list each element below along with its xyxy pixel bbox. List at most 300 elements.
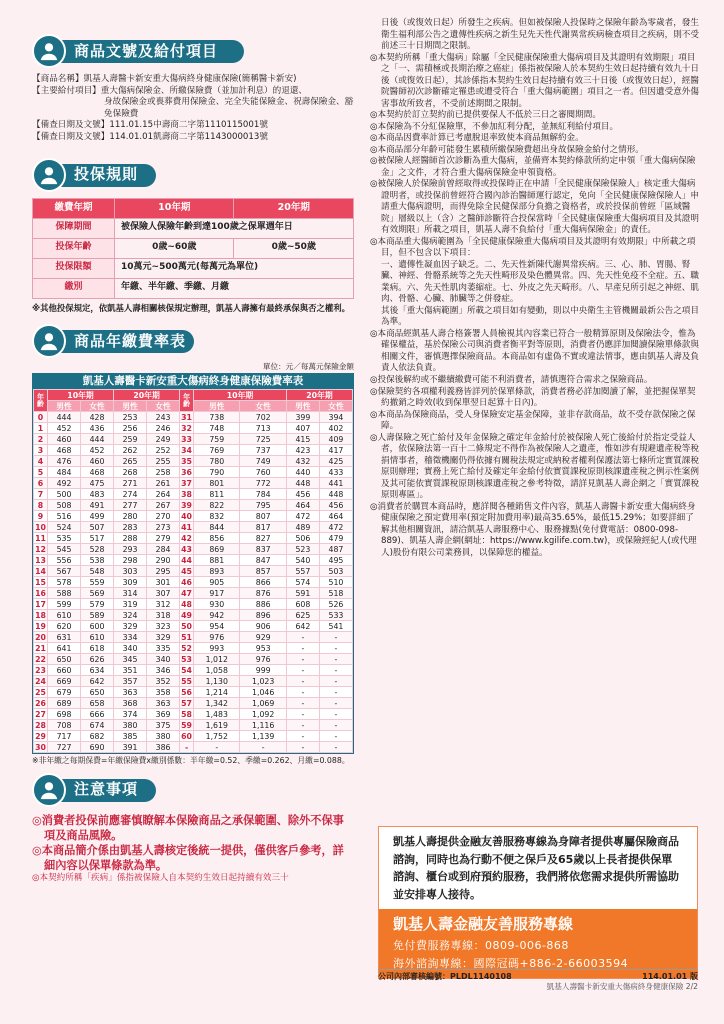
rate-cell: 298	[114, 555, 147, 566]
rate-cell: 876	[240, 588, 286, 599]
age-cell: 20	[35, 632, 46, 642]
rate-cell: 402	[319, 423, 352, 434]
rate-cell: 243	[147, 412, 180, 423]
rate-cell: 929	[240, 632, 286, 643]
rate-cell: 999	[240, 665, 286, 676]
rate-cell: 468	[81, 467, 114, 478]
age-cell: 8	[34, 500, 48, 511]
info-label: 【備查日期及文號】	[32, 120, 110, 131]
rate-cell: 309	[114, 577, 147, 588]
age-cell: 7	[34, 489, 48, 500]
female-header: 女性	[147, 401, 180, 412]
rate-cell: 489	[286, 522, 319, 533]
rate-cell: 508	[48, 500, 81, 511]
rate-cell: 658	[81, 698, 114, 709]
rate-cell: 1,342	[194, 698, 240, 709]
rate-cell: 280	[114, 511, 147, 522]
rate-cell: 518	[319, 588, 352, 599]
rate-cell: 464	[319, 511, 352, 522]
table-row	[34, 412, 353, 423]
rate-cell: 352	[147, 676, 180, 687]
rate-cell: 479	[319, 533, 352, 544]
table-header: 10年期	[115, 198, 234, 218]
rate-cell: -	[286, 687, 319, 698]
caution-section-header	[32, 773, 354, 807]
rate-cell: 460	[81, 456, 114, 467]
rate-cell: 256	[114, 423, 147, 434]
footer-code-row	[378, 969, 698, 982]
age-cell: 39	[181, 500, 192, 510]
rate-cell: 832	[194, 511, 240, 522]
rate-cell: 273	[147, 522, 180, 533]
rate-cell: 329	[114, 621, 147, 632]
age-cell: 33	[181, 434, 192, 444]
age-cell: 18	[35, 610, 46, 620]
rate-cell: 1,752	[194, 731, 240, 742]
caution-item: ◎消費者投保前應審慎瞭解本保險商品之承保範圍、除外不保事項及商品風險。	[32, 813, 344, 842]
rate-cell: 610	[81, 632, 114, 643]
disclosure-paragraph: ◎本保險為不分紅保險單，不參加紅利分配，並無紅利給付項目。	[370, 121, 619, 132]
term20-header: 20年期	[286, 390, 352, 401]
rate-cell: -	[319, 632, 352, 643]
rate-cell: 255	[147, 456, 180, 467]
age-cell: 48	[181, 599, 192, 609]
rate-cell: 516	[48, 511, 81, 522]
rate-cell: 386	[147, 742, 180, 753]
table-row	[34, 720, 353, 731]
row-value: 年繳、半年繳、季繳、月繳	[115, 278, 354, 298]
rate-cell: -	[286, 643, 319, 654]
rate-cell: 375	[147, 720, 180, 731]
table-row	[34, 632, 353, 643]
age-cell: 1	[34, 423, 48, 434]
age-cell: 16	[35, 588, 46, 598]
disclosure-paragraph: ◎保險契約各項權利義務皆詳列於保單條款，消費者務必詳加閱讀了解，並把握保單契約撤銷之時效(收到保單翌日起算十日內)。	[370, 386, 696, 409]
rate-cell: 380	[114, 720, 147, 731]
rate-cell: 713	[240, 423, 286, 434]
rate-cell: 460	[48, 434, 81, 445]
male-header: 男性	[114, 401, 147, 412]
rate-cell: 679	[48, 687, 81, 698]
age-cell: 21	[35, 643, 46, 653]
rate-cell: 428	[81, 412, 114, 423]
rate-cell: 472	[319, 522, 352, 533]
rate-cell: 284	[147, 544, 180, 555]
rate-cell: 557	[286, 566, 319, 577]
rate-table-title: 凱基人壽醫卡新安重大傷病終身健康保險費率表	[33, 374, 353, 389]
table-header: 繳費年期	[33, 198, 115, 218]
age-cell: 27	[35, 709, 46, 719]
age-cell: 53	[181, 654, 192, 664]
internal-code: 公司內部審核編號：PLDL1140108	[378, 972, 512, 981]
rate-cell: 807	[240, 511, 286, 522]
rate-cell: 432	[286, 456, 319, 467]
rate-cell: 369	[147, 709, 180, 720]
rate-table-box	[32, 373, 354, 754]
rate-cell: 698	[48, 709, 81, 720]
rate-table	[33, 389, 353, 753]
rate-cell: 599	[48, 599, 81, 610]
rate-cell: 548	[81, 566, 114, 577]
rules-table	[32, 198, 354, 299]
rate-cell: 631	[48, 632, 81, 643]
rate-cell: 452	[81, 445, 114, 456]
rate-cell: 540	[286, 555, 319, 566]
rate-cell: 567	[48, 566, 81, 577]
rate-cell: 399	[286, 412, 319, 423]
age-cell: 38	[181, 489, 192, 499]
age-cell: 51	[181, 632, 192, 642]
age-cell: 2	[34, 434, 48, 445]
table-row	[34, 742, 353, 753]
term10-header: 10年期	[48, 390, 114, 401]
caution-list	[32, 813, 354, 885]
rate-cell: 524	[48, 522, 81, 533]
rate-cell: -	[286, 654, 319, 665]
rate-cell: 363	[147, 698, 180, 709]
rate-cell: 1,012	[194, 654, 240, 665]
rate-cell: 906	[240, 621, 286, 632]
right-column-text	[370, 18, 700, 559]
age-cell: 55	[181, 676, 192, 686]
disclosure-paragraph: ◎本商品經凱基人壽合格簽署人員檢視其內容業已符合一般精算原則及保險法令，惟為確保權益，基於保險公司與消費者衡平對等原則，消費者仍應詳加閱讀保險單條款與相關文件，審慎選擇保險商品。本商品如有虛偽不實或違法情事，應由凱基人壽及負責人依法負責。	[370, 328, 699, 374]
rate-cell: 866	[240, 577, 286, 588]
table-row	[34, 467, 353, 478]
rate-cell: 674	[81, 720, 114, 731]
rate-cell: 784	[240, 489, 286, 500]
rate-cell: -	[286, 742, 319, 753]
rate-cell: 523	[286, 544, 319, 555]
rate-cell: 394	[319, 412, 352, 423]
disclosure-paragraph: ◎本契約於訂立契約前已提供要保人不低於三日之審閱期間。	[370, 110, 601, 121]
rate-cell: 495	[319, 555, 352, 566]
rate-cell: 1,069	[240, 698, 286, 709]
rate-cell: 483	[81, 489, 114, 500]
rate-cell: 669	[48, 676, 81, 687]
rate-cell: 334	[114, 632, 147, 643]
rate-cell: 790	[194, 467, 240, 478]
version: 114.01.01 版	[642, 972, 698, 981]
rate-cell: 307	[147, 588, 180, 599]
rate-cell: 893	[194, 566, 240, 577]
info-text: 111.01.15中壽商二字第1110115001號	[109, 120, 268, 131]
rate-cell: 930	[194, 599, 240, 610]
rate-cell: -	[319, 698, 352, 709]
rate-cell: 589	[81, 610, 114, 621]
rate-cell: 475	[81, 478, 114, 489]
age-cell: 0	[34, 412, 48, 423]
rate-cell: 737	[240, 445, 286, 456]
rate-cell: 541	[319, 621, 352, 632]
rate-cell: 249	[147, 434, 180, 445]
rate-cell: 748	[194, 423, 240, 434]
service-name: 凱基人壽金融友善服務專線	[393, 915, 574, 934]
rate-cell: 556	[48, 555, 81, 566]
disclosure-paragraph: ◎消費者於購買本商品時，應詳閱各種銷售文件內容，凱基人壽醫卡新安重大傷病終身健康保險之預定費用率(預定附加費用率)最高35.65%，最低15.29%；如要詳細了解其他相關資訊，請洽凱基人壽服務中心、服務據點(免付費電話：0800-098- 889)、凱基人壽企網(網址：https://www.kgilife.com.tw)，或保險經紀人(或代理人)股份有限公司業務員，以保障您的權益。	[370, 501, 697, 558]
rate-cell: 252	[147, 445, 180, 456]
rate-cell: 440	[286, 467, 319, 478]
agent-avatar-icon	[32, 158, 66, 192]
rate-cell: 417	[319, 445, 352, 456]
rate-cell: 702	[240, 412, 286, 423]
product-section-header	[32, 34, 354, 68]
table-row	[34, 456, 353, 467]
rate-cell: 425	[319, 456, 352, 467]
table-row	[34, 434, 353, 445]
rate-cell: 608	[286, 599, 319, 610]
female-header: 女性	[240, 401, 286, 412]
rate-cell: 769	[194, 445, 240, 456]
rate-cell: 456	[319, 500, 352, 511]
rate-cell: 357	[114, 676, 147, 687]
rate-cell: 738	[194, 412, 240, 423]
rate-cell: 749	[240, 456, 286, 467]
rate-cell: 881	[194, 555, 240, 566]
term10-header: 10年期	[194, 390, 287, 401]
age-cell: 35	[181, 456, 192, 466]
info-label: 【商品名稱】	[32, 74, 84, 84]
rate-cell: 642	[286, 621, 319, 632]
rate-cell: 689	[48, 698, 81, 709]
age-cell: 36	[181, 467, 192, 477]
rate-cell: 265	[114, 456, 147, 467]
rate-cell: 896	[240, 610, 286, 621]
info-line	[32, 74, 354, 86]
rate-cell: 976	[240, 654, 286, 665]
rate-cell: 253	[114, 412, 147, 423]
rate-cell: -	[319, 676, 352, 687]
info-text: 重大傷病保險金、所繳保險費（並加計利息）的退還、	[100, 85, 308, 96]
rate-cell: 1,046	[240, 687, 286, 698]
rate-cell: 492	[48, 478, 81, 489]
section-title: 商品年繳費率表	[74, 331, 187, 350]
rate-cell: 1,214	[194, 687, 240, 698]
table-row	[34, 500, 353, 511]
rate-cell: 626	[81, 654, 114, 665]
table-row	[34, 709, 353, 720]
rate-cell: 660	[48, 665, 81, 676]
disclosure-paragraph: ◎本商品為保險商品，受人身保險安定基金保障，並非存款商品，故不受存款保險之保障。	[370, 409, 696, 432]
service-overseas: 海外諮詢專線：國際冠碼+886-2-66003594	[393, 956, 629, 970]
info-label: 【主要給付項目】	[32, 85, 101, 96]
service-tollfree: 免付費服務專線：0809-006-868	[393, 939, 569, 953]
age-cell: 11	[35, 533, 46, 543]
rate-cell: -	[286, 709, 319, 720]
rate-cell: 1,092	[240, 709, 286, 720]
age-cell: 58	[181, 709, 192, 719]
rate-cell: 690	[81, 742, 114, 753]
rate-cell: 303	[114, 566, 147, 577]
rate-cell: 811	[194, 489, 240, 500]
row-value: 10萬元~500萬元(每萬元為單位)	[115, 258, 354, 278]
age-cell: 12	[35, 544, 46, 554]
rate-cell: 452	[48, 423, 81, 434]
age-cell: 47	[181, 588, 192, 598]
rate-cell: 448	[319, 489, 352, 500]
age-cell: 5	[34, 467, 48, 478]
unit-label: 單位：元／每萬元保險金額	[262, 361, 354, 371]
rate-cell: -	[240, 742, 286, 753]
rate-cell: 433	[319, 467, 352, 478]
rate-cell: 391	[114, 742, 147, 753]
table-row	[34, 533, 353, 544]
rate-cell: 708	[48, 720, 81, 731]
rate-cell: -	[319, 731, 352, 742]
table-row	[34, 445, 353, 456]
age-cell: 22	[35, 654, 46, 664]
age-cell: 14	[35, 566, 46, 576]
rate-cell: 856	[194, 533, 240, 544]
section-title: 商品文號及給付項目	[74, 41, 219, 60]
info-line	[32, 132, 354, 144]
rate-cell: 772	[240, 478, 286, 489]
rate-cell: 600	[81, 621, 114, 632]
rate-cell: -	[286, 632, 319, 643]
caution-item: ◎本契約所稱「疾病」係指被保險人自本契約生效日起持續有效三十	[32, 872, 289, 883]
age-cell: 49	[181, 610, 192, 620]
female-header: 女性	[81, 401, 114, 412]
age-cell: 24	[35, 676, 46, 686]
rate-cell: 312	[147, 599, 180, 610]
disclosure-paragraph: ◎被保險人經醫師首次診斷為重大傷病，並備齊本契約條款所約定申領「重大傷病保險金」之文件，才符合重大傷病保險金申領資格。	[370, 156, 696, 178]
row-label: 繳別	[33, 278, 115, 298]
rules-section-header	[32, 158, 354, 192]
rate-cell: 727	[48, 742, 81, 753]
rate-cell: 559	[81, 577, 114, 588]
rate-cell: 351	[114, 665, 147, 676]
table-row	[34, 731, 353, 742]
age-cell: 9	[34, 511, 48, 522]
rate-cell: 472	[286, 511, 319, 522]
rate-cell: 335	[147, 643, 180, 654]
rate-cell: 415	[286, 434, 319, 445]
rate-cell: 847	[240, 555, 286, 566]
age-cell: 59	[181, 720, 192, 730]
rate-cell: 574	[286, 577, 319, 588]
rate-cell: 301	[147, 577, 180, 588]
rate-cell: 1,619	[194, 720, 240, 731]
row-label: 投保限額	[33, 258, 115, 278]
info-label: 【備查日期及文號】	[32, 131, 110, 142]
age-cell: 15	[35, 577, 46, 587]
rate-cell: 268	[114, 467, 147, 478]
rate-cell: 801	[194, 478, 240, 489]
age-cell: 30	[35, 742, 46, 752]
rate-cell: 533	[319, 610, 352, 621]
rate-cell: -	[319, 742, 352, 753]
rate-cell: 510	[319, 577, 352, 588]
rate-cell: 1,058	[194, 665, 240, 676]
rate-cell: -	[286, 676, 319, 687]
rate-cell: -	[319, 665, 352, 676]
rate-cell: 857	[240, 566, 286, 577]
rate-cell: 578	[48, 577, 81, 588]
page-footer: 凱基人壽醫卡新安重大傷病終身健康保險 2/2	[546, 982, 698, 991]
rate-cell: 620	[48, 621, 81, 632]
info-text: 身故保險金或喪葬費用保險金、完全失能保險金、祝壽保險金、豁免保險費	[104, 97, 354, 119]
rate-cell: 1,483	[194, 709, 240, 720]
rate-cell: 844	[194, 522, 240, 533]
table-row	[34, 687, 353, 698]
age-cell: 45	[181, 566, 192, 576]
rate-cell: 319	[114, 599, 147, 610]
rate-cell: 279	[147, 533, 180, 544]
age-cell: -	[180, 742, 194, 753]
age-cell: 26	[35, 698, 46, 708]
rate-cell: 1,139	[240, 731, 286, 742]
age-cell: 6	[34, 478, 48, 489]
age-cell: 23	[35, 665, 46, 675]
age-cell: 52	[181, 643, 192, 653]
rate-footnote: ※非年繳之每期保費=年繳保險費x繳別係數：半年繳=0.52、季繳=0.262、月繳=0.088。	[32, 756, 350, 766]
rate-cell: 976	[194, 632, 240, 643]
rate-cell: 1,116	[240, 720, 286, 731]
row-value: 0歲~60歲	[115, 238, 234, 258]
table-row	[34, 654, 353, 665]
rate-cell: 385	[114, 731, 147, 742]
table-row	[34, 577, 353, 588]
table-row	[34, 478, 353, 489]
age-cell: 42	[181, 533, 192, 543]
table-row	[34, 698, 353, 709]
info-text: 114.01.01凱壽商二字第1143000013號	[109, 131, 268, 142]
rate-cell: 682	[81, 731, 114, 742]
age-cell: 29	[35, 731, 46, 741]
age-cell: 60	[181, 731, 192, 741]
rate-cell: 886	[240, 599, 286, 610]
age-cell: 57	[181, 698, 192, 708]
rate-cell: 759	[194, 434, 240, 445]
rate-cell: 837	[240, 544, 286, 555]
rate-cell: 491	[81, 500, 114, 511]
rate-cell: 274	[114, 489, 147, 500]
rate-cell: 526	[319, 599, 352, 610]
rate-cell: 942	[194, 610, 240, 621]
rate-cell: 760	[240, 467, 286, 478]
rate-cell: 717	[48, 731, 81, 742]
male-header: 男性	[48, 401, 81, 412]
rate-cell: 1,130	[194, 676, 240, 687]
age-cell: 34	[181, 445, 192, 455]
rate-cell: 538	[81, 555, 114, 566]
rate-cell: 780	[194, 456, 240, 467]
age-cell: 10	[35, 522, 46, 532]
agent-avatar-icon	[32, 324, 66, 358]
age-cell: 4	[34, 456, 48, 467]
table-row	[34, 511, 353, 522]
row-label: 保障期間	[33, 218, 115, 238]
rate-cell: 642	[81, 676, 114, 687]
rate-cell: 262	[114, 445, 147, 456]
rate-cell: 264	[147, 489, 180, 500]
table-row	[34, 599, 353, 610]
rate-cell: 484	[48, 467, 81, 478]
info-line	[32, 86, 354, 98]
rate-cell: 246	[147, 423, 180, 434]
rate-cell: 954	[194, 621, 240, 632]
rate-cell: 441	[319, 478, 352, 489]
rate-cell: 423	[286, 445, 319, 456]
rate-cell: 363	[114, 687, 147, 698]
table-row	[34, 566, 353, 577]
agent-avatar-icon	[32, 773, 66, 807]
rate-cell: -	[286, 731, 319, 742]
rate-cell: 374	[114, 709, 147, 720]
rate-cell: 358	[147, 687, 180, 698]
rate-cell: 487	[319, 544, 352, 555]
age-header: 年齡	[180, 390, 194, 412]
section-title: 投保規則	[74, 165, 139, 184]
